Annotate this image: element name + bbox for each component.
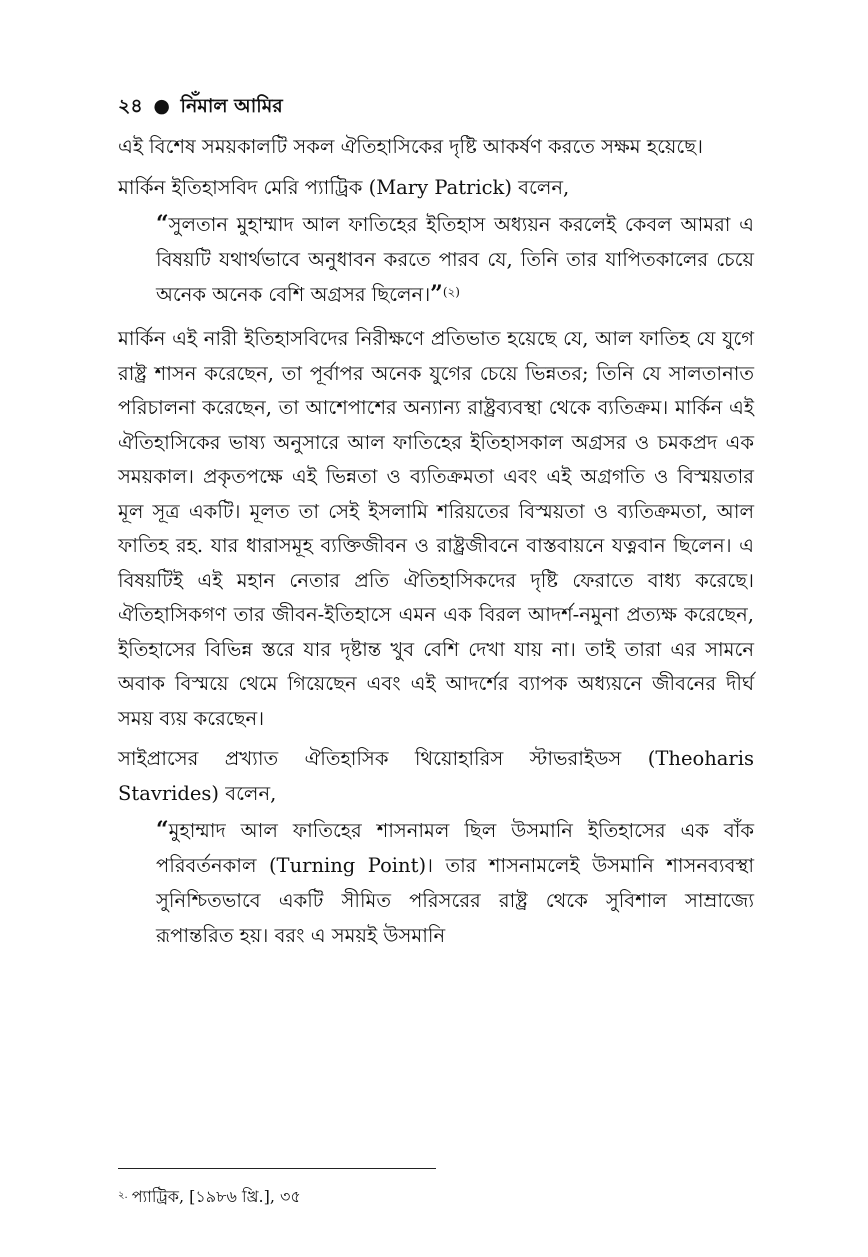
footnote	[118, 1186, 301, 1208]
bullet-separator: ●	[153, 95, 170, 117]
open-quote-mark: “	[156, 211, 169, 237]
close-quote-mark: ”	[430, 281, 443, 307]
quote-stavrides-body	[156, 813, 754, 953]
book-title: নিঁমাল আমির	[180, 95, 283, 117]
open-quote-mark: “	[156, 817, 169, 843]
running-head	[118, 92, 754, 120]
page-number: ২৪	[118, 95, 143, 117]
quote-patrick-body	[156, 207, 754, 312]
paragraph-intro: এই বিশেষ সময়কালটি সকল ঐতিহাসিকের দৃষ্টি আকর্ষণ করতে সক্ষম হয়েছে।	[118, 135, 704, 158]
footnote-number: ২.	[118, 1190, 128, 1201]
paragraph-patrick-lead: মার্কিন ইতিহাসবিদ মেরি প্যাট্রিক (Mary Patrick) বলেন,	[118, 175, 570, 199]
footnote-text: প্যাট্রিক, [১৯৮৬ খ্রি.], ৩৫	[131, 1187, 301, 1206]
footnote-reference[interactable]: (২)	[442, 285, 460, 299]
quote-stavrides-text: মুহাম্মাদ আল ফাতিহের শাসনামল ছিল উসমানি ইতিহাসের এক বাঁক পরিবর্তনকাল (Turning Point)। তার শাসনামলেই উসমানি শাসনব্যবস্থা সুনিশ্চিতভাবে একটি সীমিত পরিসরের রাষ্ট্র থেকে সুবিশাল সাম্রাজ্যে রূপান্তরিত হয়। বরং এ সময়ই উসমানি	[156, 819, 754, 947]
blockquote-stavrides	[156, 813, 754, 953]
page-body	[118, 92, 754, 963]
footnote-divider	[118, 1168, 436, 1169]
blockquote-patrick	[156, 207, 754, 312]
paragraph-analysis: মার্কিন এই নারী ইতিহাসবিদের নিরীক্ষণে প্রতিভাত হয়েছে যে, আল ফাতিহ যে যুগে রাষ্ট্র শাসন করেছেন, তা পূর্বাপর অনেক যুগের চেয়ে ভিন্নতর; তিনি যে সালতানাত পরিচালনা করেছেন, তা আশেপাশের অন্যান্য রাষ্ট্রব্যবস্থা থেকে ব্যতিক্রম। মার্কিন এই ঐতিহাসিকের ভাষ্য অনুসারে আল ফাতিহের ইতিহাসকাল অগ্রসর ও চমকপ্রদ এক সময়কাল। প্রকৃতপক্ষে এই ভিন্নতা ও ব্যতিক্রমতা এবং এই অগ্রগতি ও বিস্ময়তার মূল সূত্র একটি। মূলত তা সেই ইসলামি শরিয়তের বিস্ময়তা ও ব্যতিক্রমতা, আল ফাতিহ রহ. যার ধারাসমূহ ব্যক্তিজীবন ও রাষ্ট্রজীবনে বাস্তবায়নে যত্নবান ছিলেন। এ বিষয়টিই এই মহান নেতার প্রতি ঐতিহাসিকদের দৃষ্টি ফেরাতে বাধ্য করেছে। ঐতিহাসিকগণ তার জীবন-ইতিহাসে এমন এক বিরল আদর্শ-নমুনা প্রত্যক্ষ করেছেন, ইতিহাসের বিভিন্ন স্তরে যার দৃষ্টান্ত খুব বেশি দেখা যায় না। তাই তারা এর সামনে অবাক বিস্ময়ে থেমে গিয়েছেন এবং এই আদর্শের ব্যাপক অধ্যয়নে জীবনের দীর্ঘ সময় ব্যয় করেছেন।	[118, 327, 754, 730]
quote-patrick-text: সুলতান মুহাম্মাদ আল ফাতিহের ইতিহাস অধ্যয়ন করলেই কেবল আমরা এ বিষয়টি যথার্থভাবে অনুধাবন করতে পারব যে, তিনি তার যাপিতকালের চেয়ে অনেক অনেক বেশি অগ্রসর ছিলেন।	[156, 213, 754, 306]
paragraph-stavrides-lead: সাইপ্রাসের প্রখ্যাত ঐতিহাসিক থিয়োহারিস স্টাভরাইডস (Theoharis Stavrides) বলেন,	[118, 747, 754, 805]
